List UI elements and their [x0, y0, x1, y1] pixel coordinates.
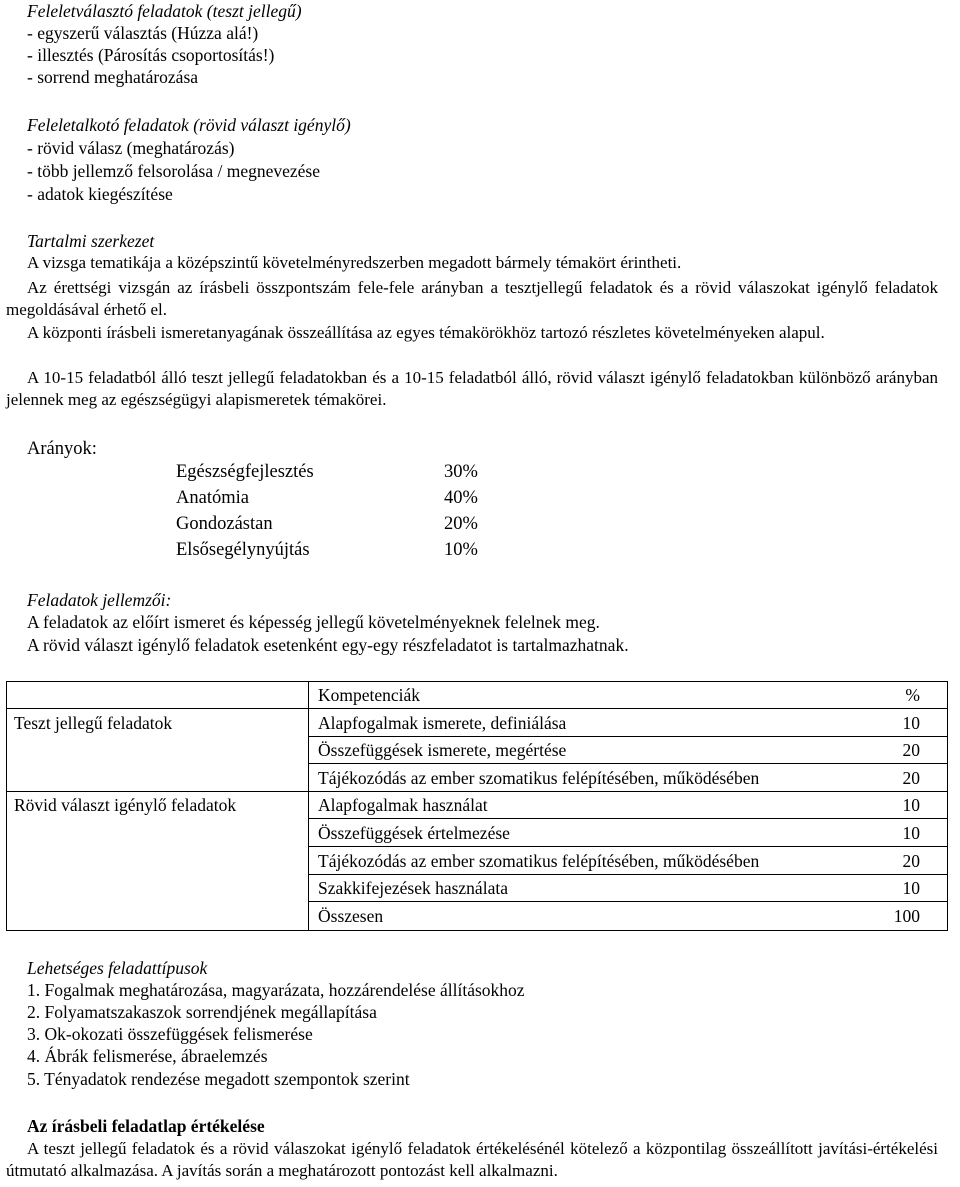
list-item: - több jellemző felsorolása / megnevezése [27, 161, 321, 181]
table-cell-percent: 20 [902, 768, 920, 788]
paragraph: A 10-15 feladatból álló teszt jellegű feladatokban és a 10-15 feladatból álló, rövid választ igénylő feladatokban különböző arányban jelennek meg az egészségügyi alapismeretek témakörei. [6, 368, 938, 409]
ratio-value: 10% [444, 540, 478, 560]
table-cell-competency: Összesen [318, 906, 384, 926]
ratio-topic: Gondozástan [176, 514, 273, 534]
paragraph: Az érettségi vizsgán az írásbeli összpontszám fele-fele arányban a tesztjellegű feladatok és a rövid válaszokat igénylő feladatok megoldásával érhető el. [6, 278, 938, 319]
table-header-competencies: Kompetenciák [318, 685, 421, 705]
table-cell-percent: 20 [902, 740, 920, 760]
section-title-task-characteristics: Feladatok jellemzői: [27, 590, 172, 610]
ratio-value: 20% [444, 514, 478, 534]
list-item: - sorrend meghatározása [27, 67, 199, 87]
paragraph: A vizsga tematikája a középszintű követelményredszerben megadott bármely témakört érintheti. [27, 253, 682, 272]
list-item: 5. Tényadatok rendezése megadott szempontok szerint [27, 1069, 410, 1089]
table-cell-competency: Alapfogalmak használat [318, 795, 488, 815]
section-title-multiple-choice: Feleletválasztó feladatok (teszt jellegű) [27, 1, 302, 21]
list-item: 1. Fogalmak meghatározása, magyarázata, hozzárendelése állításokhoz [27, 980, 525, 1000]
table-group-short-answer: Rövid választ igénylő feladatok [14, 795, 237, 815]
section-title-evaluation: Az írásbeli feladatlap értékelése [27, 1116, 265, 1136]
list-item: 3. Ok-okozati összefüggések felismerése [27, 1024, 313, 1044]
table-group-test: Teszt jellegű feladatok [14, 713, 173, 733]
table-cell-percent: 10 [902, 713, 920, 733]
table-cell-competency: Tájékozódás az ember szomatikus felépítésében, működésében [318, 768, 760, 788]
table-cell-competency: Alapfogalmak ismerete, definiálása [318, 713, 567, 733]
table-cell-percent: 10 [902, 795, 920, 815]
list-item: 4. Ábrák felismerése, ábraelemzés [27, 1046, 268, 1066]
ratio-topic: Elsősegélynyújtás [176, 540, 310, 560]
list-item: - illesztés (Párosítás csoportosítás!) [27, 45, 275, 65]
paragraph: A feladatok az előírt ismeret és képesség jellegű követelményeknek felelnek meg. [27, 612, 600, 632]
table-cell-competency: Szakkifejezések használata [318, 878, 508, 898]
section-title-short-answer: Feleletalkotó feladatok (rövid választ igénylő) [27, 115, 351, 135]
table-cell-percent: 10 [902, 878, 920, 898]
section-title-content-structure: Tartalmi szerkezet [27, 231, 155, 251]
ratio-value: 30% [444, 462, 478, 482]
ratio-topic: Anatómia [176, 488, 249, 508]
list-item: - adatok kiegészítése [27, 184, 173, 204]
table-cell-percent: 20 [902, 851, 920, 871]
table-cell-percent: 100 [893, 906, 920, 926]
list-item: - rövid válasz (meghatározás) [27, 138, 235, 158]
section-title-task-types: Lehetséges feladattípusok [27, 958, 208, 978]
paragraph: A teszt jellegű feladatok és a rövid válaszokat igénylő feladatok értékelésénél kötelező a központilag összeállított javítási-értékelési útmutató alkalmazása. A javítás során a meghatározott pontozást kell alkalmazni. [6, 1139, 938, 1180]
table-cell-competency: Összefüggések ismerete, megértése [318, 740, 567, 760]
ratio-topic: Egészségfejlesztés [176, 462, 314, 482]
ratios-label: Arányok: [27, 439, 97, 459]
table-cell-competency: Összefüggések értelmezése [318, 823, 510, 843]
list-item: 2. Folyamatszakaszok sorrendjének megállapítása [27, 1002, 377, 1022]
paragraph: A rövid választ igénylő feladatok esetenként egy-egy részfeladatot is tartalmazhatnak. [27, 635, 629, 655]
paragraph: A központi írásbeli ismeretanyagának összeállítása az egyes témakörökhöz tartozó részletes követelményeken alapul. [27, 323, 825, 342]
competency-table [6, 681, 948, 932]
list-item: - egyszerű választás (Húzza alá!) [27, 23, 259, 43]
table-cell-percent: 10 [902, 823, 920, 843]
table-header-percent: % [905, 685, 920, 705]
ratio-value: 40% [444, 488, 478, 508]
table-cell-competency: Tájékozódás az ember szomatikus felépítésében, működésében [318, 851, 760, 871]
